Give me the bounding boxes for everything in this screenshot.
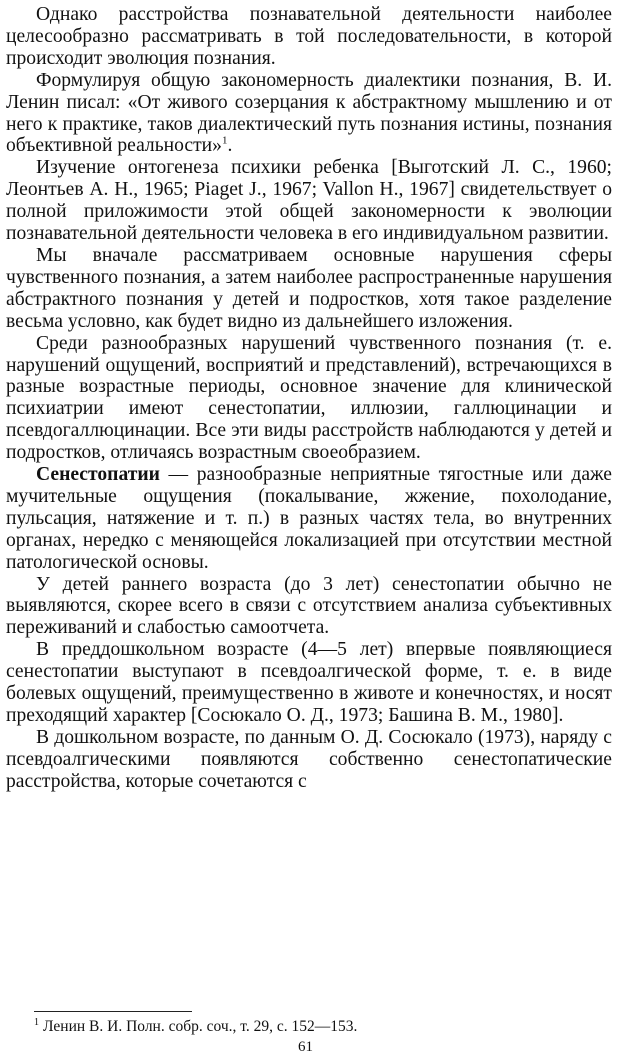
paragraph-4: Мы вначале рассматриваем основные нарушения сферы чувственного познания, а затем наиболее распространенные нарушения абстрактного познания у детей и подростков, хотя такое разделение весьма условно, как будет видно из дальнейшего изложения. [6, 244, 612, 332]
paragraph-7: У детей раннего возраста (до 3 лет) сенестопатии обычно не выявляются, скорее всего в связи с отсутствием анализа субъективных переживаний и слабостью самоотчета. [6, 573, 612, 639]
footnote [34, 1018, 604, 1036]
paragraph-5: Среди разнообразных нарушений чувственного познания (т. е. нарушений ощущений, восприятий и представлений), встречающихся в разные возрастные периоды, основное значение для клинической психиатрии имеют сенестопатии, иллюзии, галлюцинации и псевдогаллюцинации. Все эти виды расстройств наблюдаются у детей и подростков, отличаясь возрастным своеобразием. [6, 332, 612, 464]
footnote-mark: 1 [34, 1016, 39, 1028]
bold-term: Сенестопатии [36, 464, 160, 486]
paragraph-6: Сенестопатии — разнообразные неприятные тягостные или даже мучительные ощущения (покалывание, жжение, похолодание, пульсация, натяжение и т. п.) в разных частях тела, во внутренних органах, нередко с меняющейся локализацией при отсутствии местной патологической основы. [6, 464, 612, 573]
page-number: 61 [298, 1039, 313, 1055]
footnote-divider [34, 1011, 192, 1012]
body-text [6, 4, 612, 793]
paragraph-2: Формулируя общую закономерность диалектики познания, В. И. Ленин писал: «От живого созерцания к абстрактному мышлению и от него к практике, таков диалектический путь познания истины, познания объективной реальности»$^1$. [6, 69, 612, 157]
paragraph-3: Изучение онтогенеза психики ребенка [Выготский Л. С., 1960; Леонтьев А. Н., 1965; Piaget J., 1967; Vallon H., 1967] свидетельствует о полной приложимости этой общей закономерности к эволюции познавательной деятельности человека в его индивидуальном развитии. [6, 157, 612, 245]
paragraph-8: В преддошкольном возрасте (4—5 лет) впервые появляющиеся сенестопатии выступают в псевдоалгической форме, т. е. в виде болевых ощущений, преимущественно в животе и конечностях, и носят преходящий характер [Сосюкало О. Д., 1973; Башина В. М., 1980]. [6, 639, 612, 726]
footnote-text: Ленин В. И. Полн. собр. соч., т. 29, с. 152—153. [43, 1018, 358, 1035]
paragraph-9: В дошкольном возрасте, по данным О. Д. Сосюкало (1973), наряду с псевдоалгическими появляются собственно сенестопатические расстройства, которые сочетаются с [6, 726, 612, 792]
paragraph-1: Однако расстройства познавательной деятельности наиболее целесообразно рассматривать в той последовательности, в которой происходит эволюция познания. [6, 4, 612, 69]
footnote-reference[interactable]: 1 [221, 134, 228, 147]
